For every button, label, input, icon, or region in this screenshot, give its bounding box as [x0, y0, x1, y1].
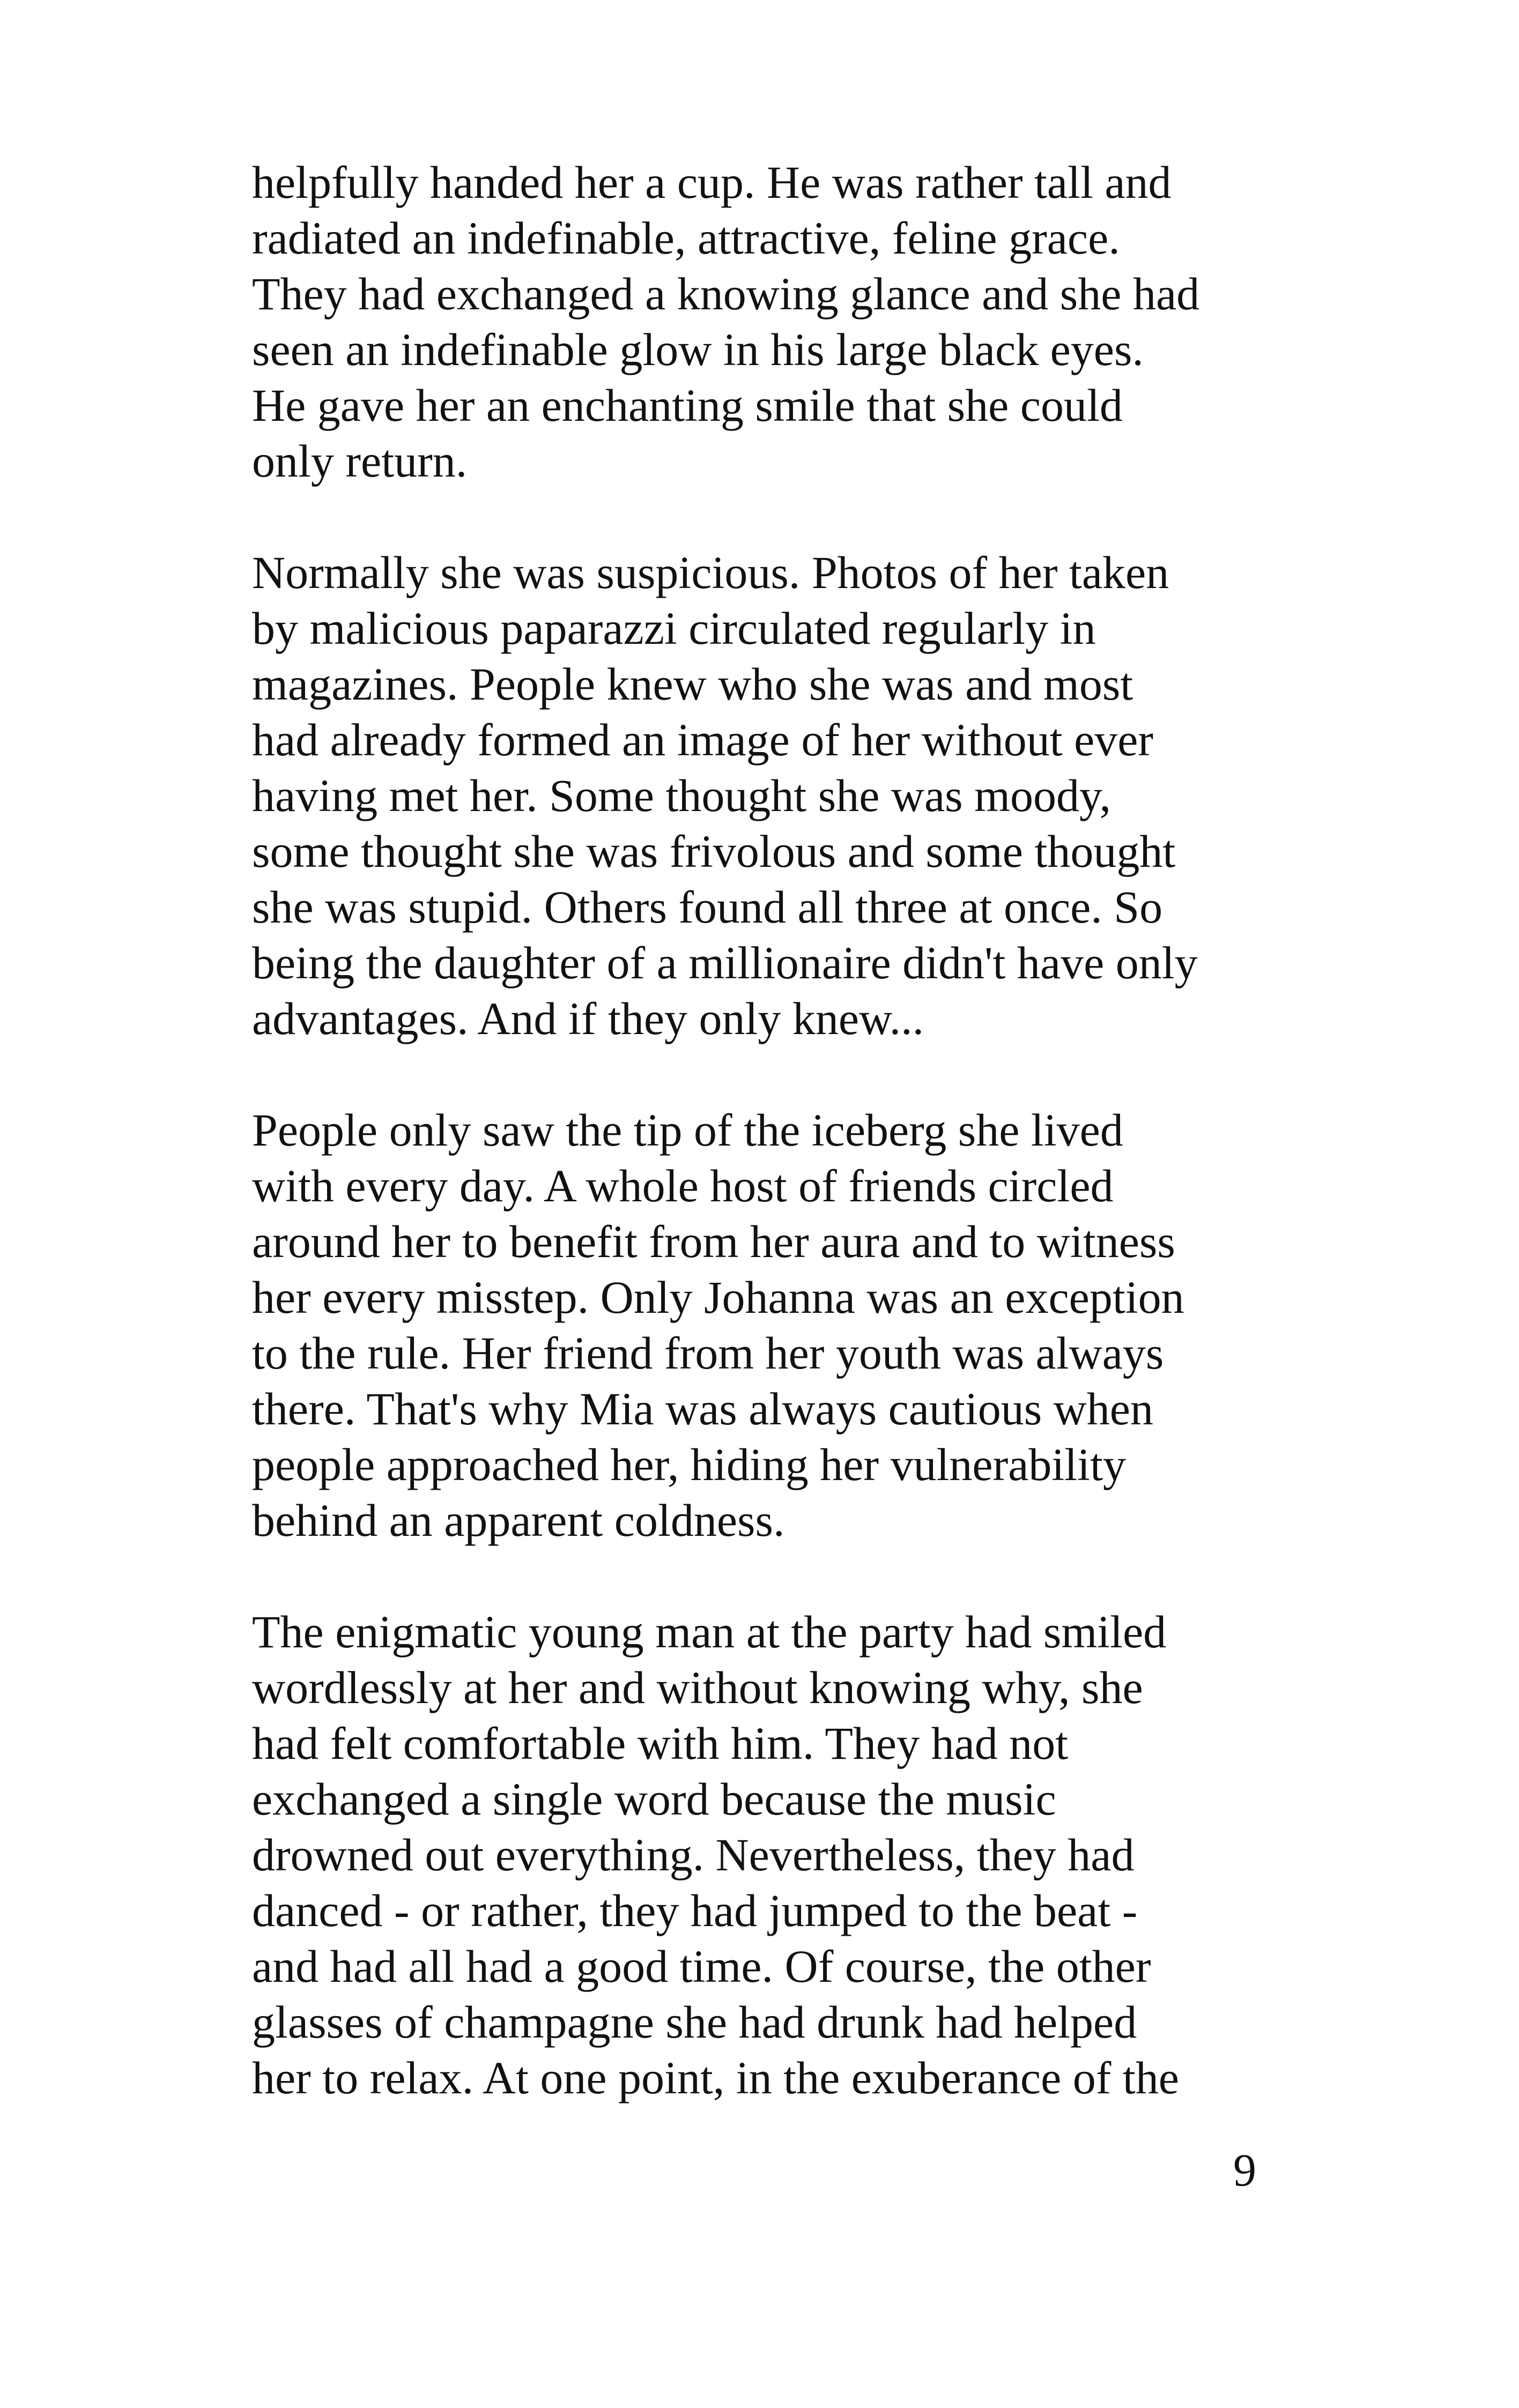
- text-line: magazines. People knew who she was and most: [252, 658, 1133, 710]
- text-line: by malicious paparazzi circulated regularly in: [252, 603, 1096, 654]
- text-line: her every misstep. Only Johanna was an exception: [252, 1272, 1184, 1323]
- paragraph-4: [252, 1604, 1303, 2106]
- text-line: advantages. And if they only knew...: [252, 993, 924, 1044]
- body-text: [252, 154, 1303, 2106]
- text-line: glasses of champagne she had drunk had helped: [252, 1996, 1137, 2048]
- paragraph-1: [252, 154, 1303, 489]
- text-line: People only saw the tip of the iceberg she lived: [252, 1104, 1123, 1156]
- paragraph-3: [252, 1102, 1303, 1548]
- text-line: helpfully handed her a cup. He was rather tall and: [252, 157, 1172, 208]
- text-line: behind an apparent coldness.: [252, 1495, 785, 1546]
- text-line: He gave her an enchanting smile that she could: [252, 380, 1123, 431]
- text-line: wordlessly at her and without knowing why, she: [252, 1662, 1143, 1713]
- paragraph-2: [252, 545, 1303, 1046]
- text-line: around her to benefit from her aura and to witness: [252, 1216, 1175, 1267]
- text-line: had already formed an image of her without ever: [252, 714, 1154, 765]
- text-line: to the rule. Her friend from her youth was always: [252, 1327, 1164, 1379]
- text-line: with every day. A whole host of friends circled: [252, 1160, 1114, 1212]
- text-line: there. That's why Mia was always cautious when: [252, 1383, 1153, 1435]
- text-line: having met her. Some thought she was moody,: [252, 770, 1111, 821]
- text-line: and had all had a good time. Of course, the other: [252, 1941, 1151, 1992]
- text-line: only return.: [252, 435, 468, 487]
- text-line: exchanged a single word because the music: [252, 1773, 1056, 1825]
- text-line: The enigmatic young man at the party had smiled: [252, 1606, 1167, 1658]
- text-line: people approached her, hiding her vulnerability: [252, 1439, 1126, 1490]
- text-line: she was stupid. Others found all three at once. So: [252, 881, 1163, 933]
- text-line: They had exchanged a knowing glance and she had: [252, 268, 1200, 319]
- text-line: seen an indefinable glow in his large black eyes.: [252, 324, 1144, 375]
- text-line: danced - or rather, they had jumped to the beat -: [252, 1885, 1138, 1936]
- text-line: radiated an indefinable, attractive, feline grace.: [252, 212, 1120, 264]
- text-line: her to relax. At one point, in the exuberance of the: [252, 2052, 1179, 2104]
- text-line: some thought she was frivolous and some thought: [252, 826, 1176, 877]
- page-number: 9: [1233, 2144, 1256, 2196]
- text-line: Normally she was suspicious. Photos of her taken: [252, 547, 1169, 598]
- text-line: being the daughter of a millionaire didn't have only: [252, 937, 1198, 989]
- text-line: drowned out everything. Nevertheless, they had: [252, 1829, 1135, 1881]
- text-line: had felt comfortable with him. They had not: [252, 1718, 1069, 1769]
